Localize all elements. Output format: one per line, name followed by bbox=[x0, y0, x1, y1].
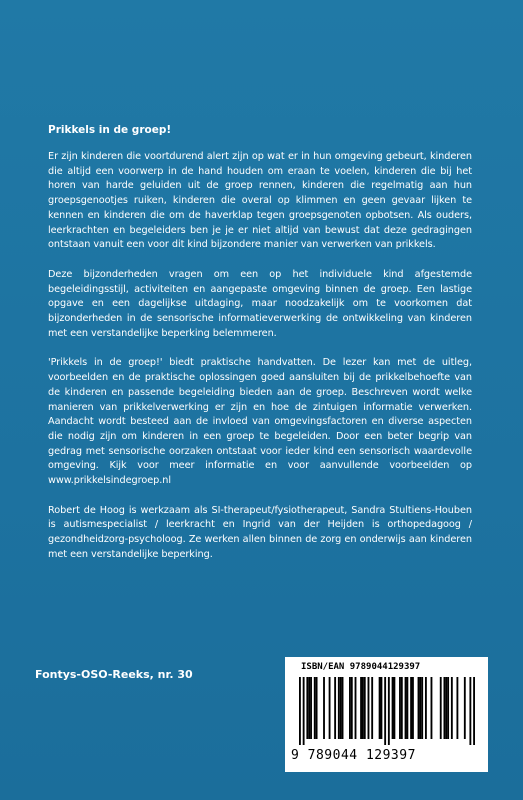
barcode-bar bbox=[440, 677, 442, 739]
barcode-bar bbox=[410, 677, 412, 739]
barcode-panel bbox=[285, 657, 488, 772]
barcode-bar bbox=[405, 677, 407, 739]
barcode-bar bbox=[419, 677, 421, 739]
barcode-bar bbox=[388, 677, 390, 745]
barcode-bar bbox=[364, 677, 366, 739]
author-bio: Robert de Hoog is werkzaam als SI-therapeut/fysiotherapeut, Sandra Stultiens-Houben is autismespecialist / leerkracht en Ingrid van der Heijden is orthopedagoog / gezondheidzorg-psycholoog. Ze werken allen binnen de zorg en onderwijs aan kinderen met een verstandelijke beperking. bbox=[48, 504, 472, 560]
barcode-bar bbox=[401, 677, 403, 739]
barcode-bar bbox=[310, 677, 312, 739]
series-label: Fontys-OSO-Reeks, nr. 30 bbox=[35, 668, 193, 681]
blurb bbox=[48, 124, 472, 578]
barcode-bar bbox=[473, 677, 475, 745]
barcode-bar bbox=[308, 677, 310, 739]
barcode-bar bbox=[342, 677, 344, 739]
barcode-bar bbox=[393, 677, 395, 739]
isbn-label: ISBN/EAN 9789044129397 bbox=[301, 662, 421, 672]
barcode-bar bbox=[421, 677, 423, 739]
barcode-bar bbox=[399, 677, 401, 739]
barcode-bar bbox=[306, 677, 308, 739]
barcode-bar bbox=[412, 677, 414, 739]
barcode-bar bbox=[469, 677, 471, 745]
isbn-digits: 9 789044 129397 bbox=[291, 748, 416, 763]
blurb-paragraph-3: 'Prikkels in de groep!' biedt praktische handvatten. De lezer kan met de uitleg, voorbeelden en de praktische oplossingen goed aansluiten bij de prikkelbehoefte van de kinderen en passende begeleiding bieden aan de groep. Beschreven wordt welke manieren van prikkelverwerking er zijn en hoe de zintuigen informatie verwerken. Aandacht wordt besteed aan de invloed van omgevingsfactoren en diverse aspecten die nodig zijn om kinderen in een groep te begeleiden. Door een beter begrip van gedrag met sensorische oorzaken ontstaat voor ieder kind een sensorisch waardevolle omgeving. Kijk voor meer informatie en voor aanvullende voorbeelden op www.prikkelsindegroep.nl bbox=[48, 357, 472, 487]
barcode-bar bbox=[334, 677, 336, 739]
blurb-paragraph-1: Er zijn kinderen die voortdurend alert zijn op wat er in hun omgeving gebeurt, kinderen die altijd een voorwerp in de hand houden om eraan te voelen, kinderen die bij het horen van harde geluiden uit de groep rennen, kinderen die regelmatig aan hun groepsgenootjes ruiken, kinderen die overal op klimmen en geen gevaar lijken te kennen en kinderen die om de haverklap tegen groepsgenoten opbotsen. Als ouders, leerkrachten en begeleiders ben je je er niet altijd van bewust dat deze gedragingen ontstaan vanuit een voor dit kind bijzondere manier van verwerken van prikkels. bbox=[48, 151, 472, 251]
barcode-bar bbox=[392, 677, 394, 739]
barcode-bar bbox=[338, 677, 340, 739]
barcode-bar bbox=[329, 677, 331, 739]
barcode-bar bbox=[464, 677, 466, 739]
barcode-bar bbox=[362, 677, 364, 739]
barcode-bar bbox=[340, 677, 342, 739]
barcode-bar bbox=[456, 677, 458, 739]
barcode-bar bbox=[418, 677, 420, 739]
barcode-bar bbox=[323, 677, 325, 739]
barcode-bar bbox=[379, 677, 381, 739]
barcode-bar bbox=[371, 677, 373, 739]
barcode-bar bbox=[351, 677, 353, 739]
barcode-bar bbox=[447, 677, 449, 739]
barcode-bar bbox=[406, 677, 408, 739]
barcode-bar bbox=[316, 677, 318, 739]
barcode-icon bbox=[299, 677, 475, 745]
barcode-bar bbox=[431, 677, 433, 739]
blurb-paragraph-2: Deze bijzonderheden vragen om een op het individuele kind afgestemde begeleidingsstijl, activiteiten en aangepaste omgeving binnen de groep. Een lastige opgave en een dagelijkse uitdaging, maar noodzakelijk om te voorkomen dat bijzonderheden in de sensorische informatieverwerking de ontwikkeling van kinderen met een verstandelijke beperking belemmeren. bbox=[48, 268, 472, 339]
barcode-bar bbox=[299, 677, 301, 745]
barcode-bar bbox=[425, 677, 427, 739]
barcode-bar bbox=[451, 677, 453, 739]
barcode-bar bbox=[360, 677, 362, 739]
barcode-bar bbox=[303, 677, 305, 745]
barcode-bar bbox=[314, 677, 316, 739]
barcode-bar bbox=[445, 677, 447, 739]
barcode-bar bbox=[355, 677, 357, 739]
barcode-bar bbox=[444, 677, 446, 739]
barcode-bar bbox=[368, 677, 370, 739]
barcode-bar bbox=[384, 677, 386, 745]
barcode-bar bbox=[349, 677, 351, 739]
blurb-title: Prikkels in de groep! bbox=[48, 124, 172, 136]
barcode-bar bbox=[381, 677, 383, 739]
